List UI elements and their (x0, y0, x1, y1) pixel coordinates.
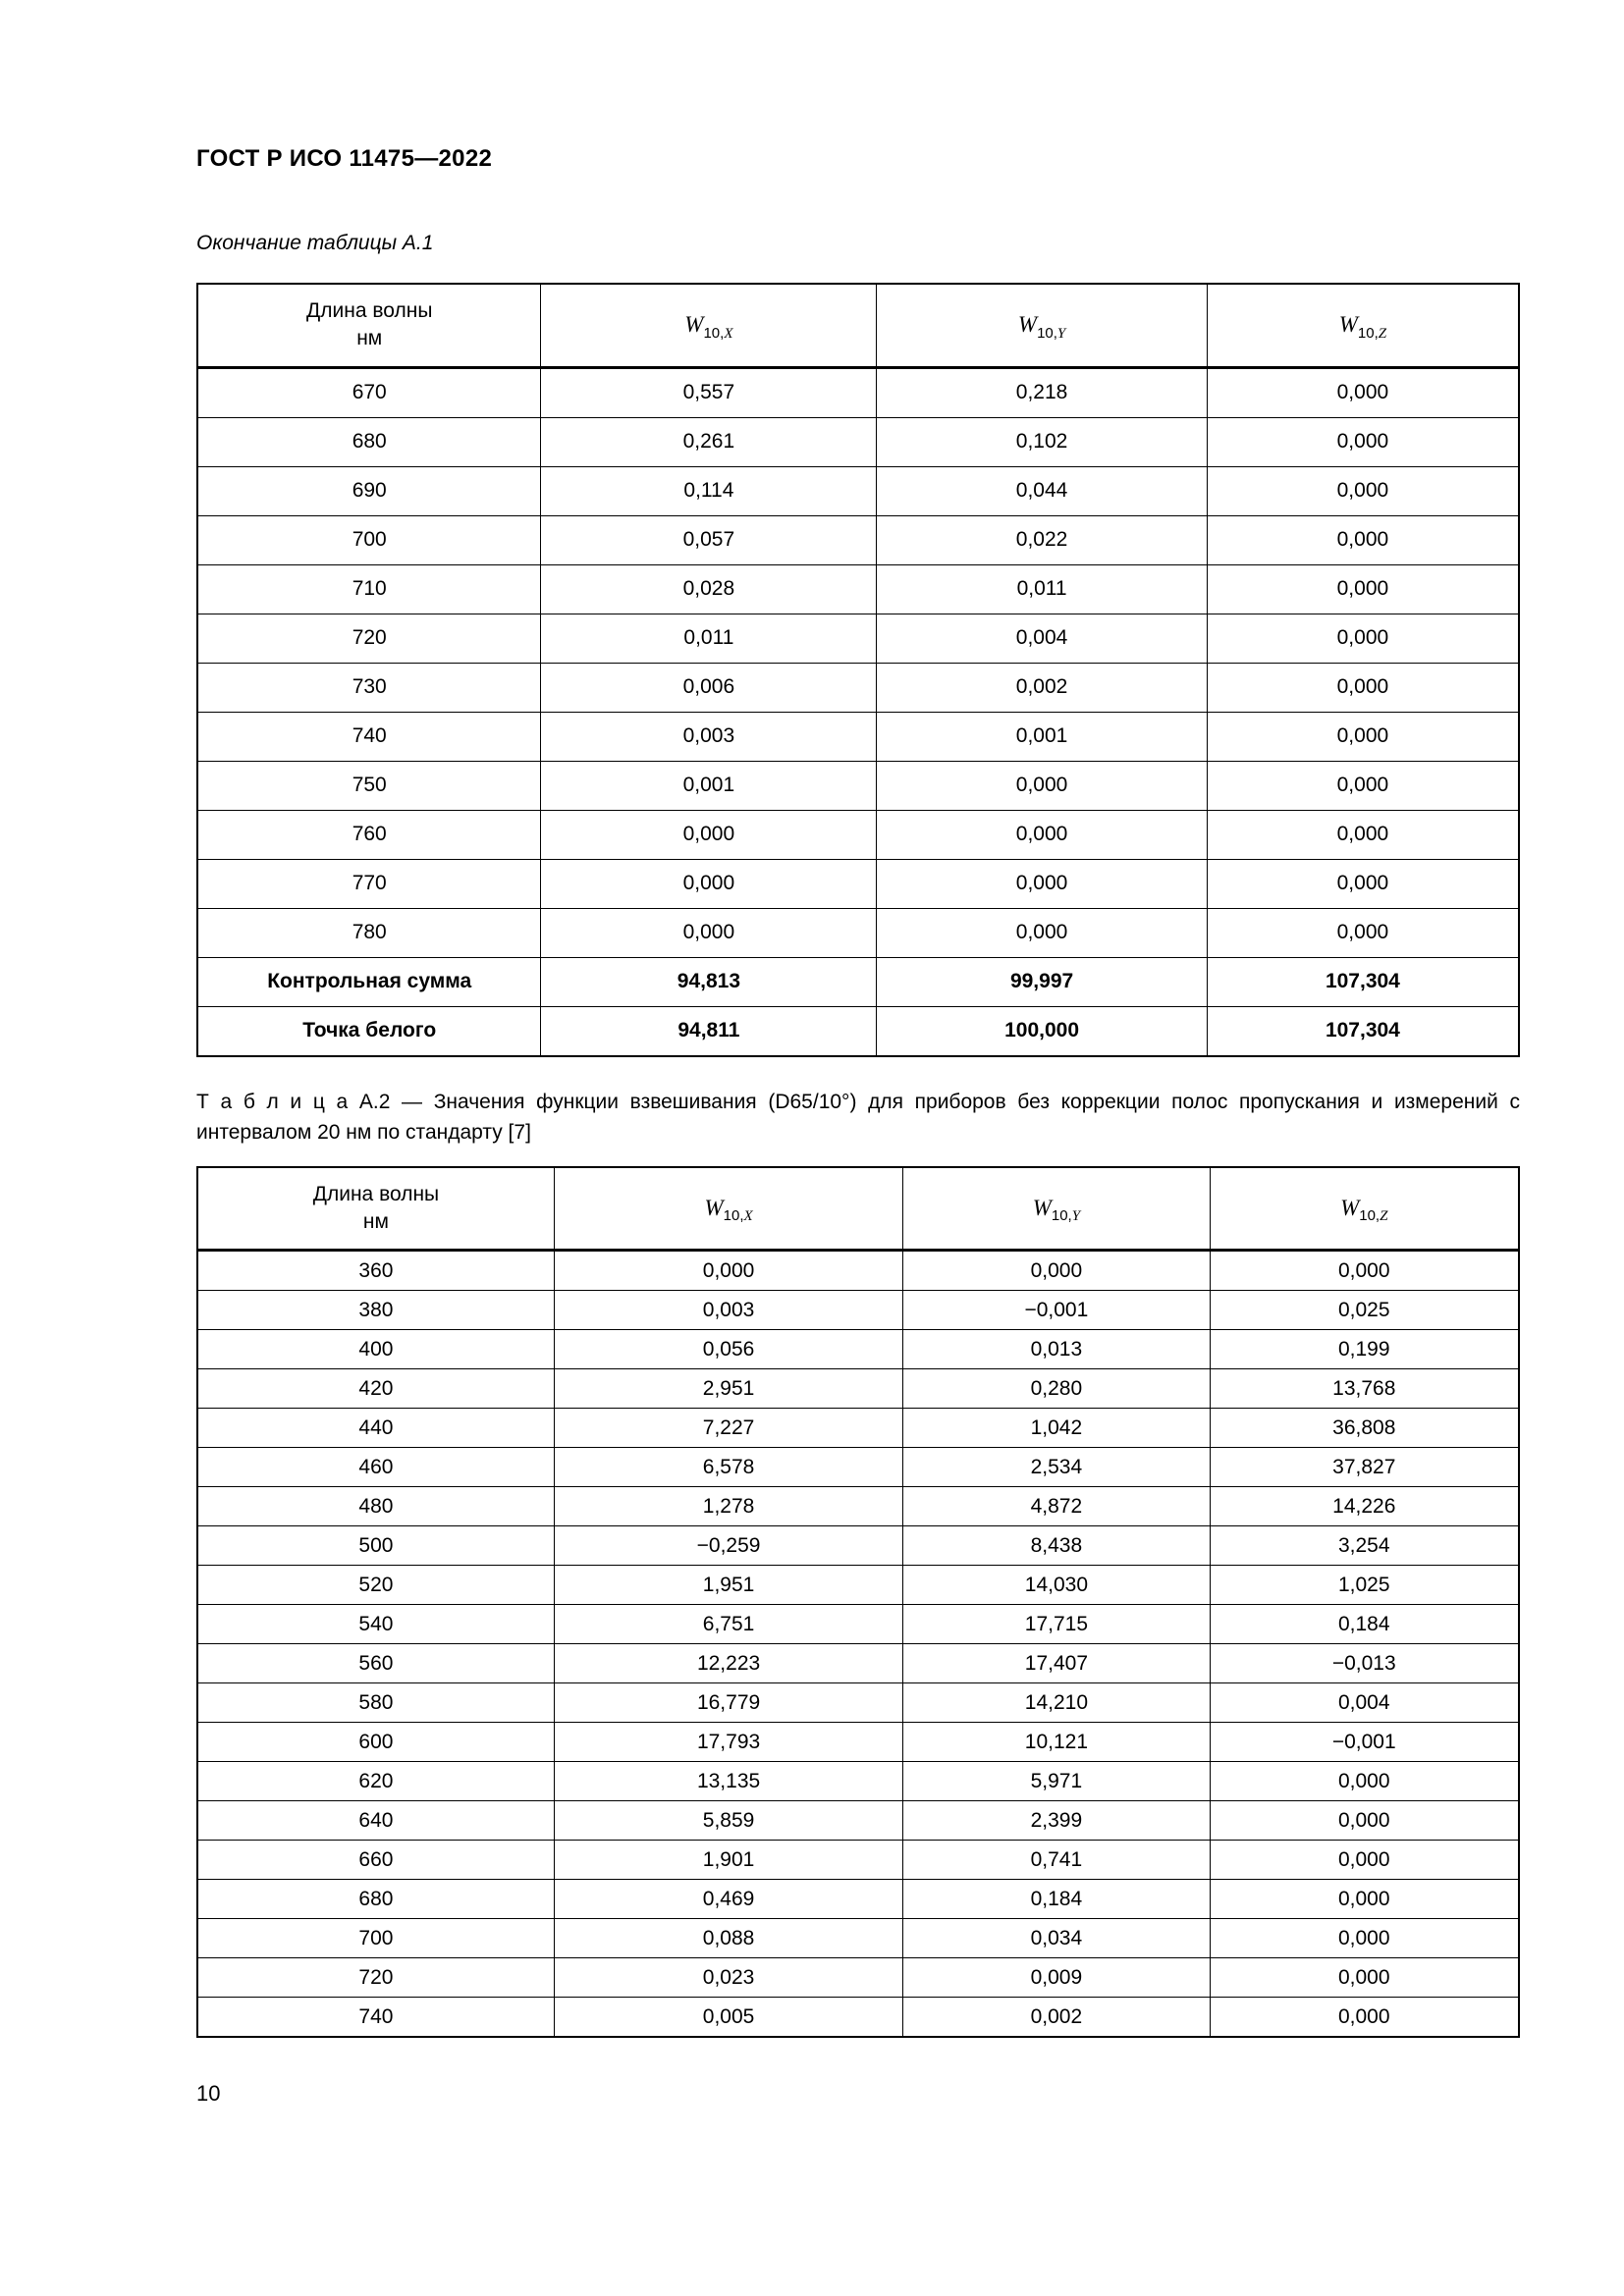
table-row (197, 1566, 1519, 1605)
wavelength-cell: 750 (197, 761, 541, 810)
table-row (197, 1291, 1519, 1330)
value-cell: 0,000 (1207, 564, 1519, 614)
summary-value-cell: 107,304 (1207, 1006, 1519, 1056)
value-cell: 0,000 (877, 859, 1208, 908)
value-cell: 0,000 (554, 1251, 902, 1291)
value-cell: 0,102 (877, 417, 1208, 466)
table-row (197, 859, 1519, 908)
value-cell: 0,009 (903, 1958, 1210, 1998)
weight-symbol: W (1340, 1196, 1360, 1221)
table-row (197, 614, 1519, 663)
wavelength-cell: 360 (197, 1251, 554, 1291)
table-row (197, 1958, 1519, 1998)
table-row (197, 761, 1519, 810)
column-header-w-x (554, 1167, 902, 1251)
value-cell: 0,469 (554, 1880, 902, 1919)
value-cell: 1,901 (554, 1841, 902, 1880)
column-header-w-y (877, 284, 1208, 367)
summary-row (197, 957, 1519, 1006)
wavelength-cell: 520 (197, 1566, 554, 1605)
table-row (197, 1605, 1519, 1644)
value-cell: 0,000 (541, 810, 877, 859)
value-cell: 0,003 (554, 1291, 902, 1330)
table-row (197, 1330, 1519, 1369)
value-cell: 0,002 (877, 663, 1208, 712)
wavelength-header-line2: нм (356, 327, 383, 350)
value-cell: 0,000 (1207, 712, 1519, 761)
value-cell: 0,000 (1210, 1958, 1519, 1998)
table-row (197, 712, 1519, 761)
table-row (197, 515, 1519, 564)
summary-value-cell: 94,811 (541, 1006, 877, 1056)
value-cell: 2,399 (903, 1801, 1210, 1841)
value-cell: 0,088 (554, 1919, 902, 1958)
weight-symbol: W (704, 1196, 724, 1221)
wavelength-header-line1: Длина волны (312, 1182, 440, 1205)
value-cell: 6,578 (554, 1448, 902, 1487)
summary-value-cell: 107,304 (1207, 957, 1519, 1006)
value-cell: 7,227 (554, 1409, 902, 1448)
value-cell: 1,042 (903, 1409, 1210, 1448)
value-cell: 5,859 (554, 1801, 902, 1841)
table-row (197, 1762, 1519, 1801)
value-cell: 5,971 (903, 1762, 1210, 1801)
wavelength-cell: 380 (197, 1291, 554, 1330)
page-number: 10 (196, 2081, 221, 2107)
wavelength-cell: 400 (197, 1330, 554, 1369)
value-cell: −0,013 (1210, 1644, 1519, 1683)
wavelength-cell: 690 (197, 466, 541, 515)
wavelength-cell: 770 (197, 859, 541, 908)
value-cell: 14,210 (903, 1683, 1210, 1723)
table-row (197, 1841, 1519, 1880)
value-cell: 0,741 (903, 1841, 1210, 1880)
value-cell: 6,751 (554, 1605, 902, 1644)
value-cell: 0,028 (541, 564, 877, 614)
wavelength-cell: 500 (197, 1526, 554, 1566)
weight-subscript: 10,Z (1357, 324, 1387, 342)
value-cell: 0,000 (1210, 1251, 1519, 1291)
table-row (197, 1723, 1519, 1762)
table-row (197, 1526, 1519, 1566)
value-cell: −0,001 (903, 1291, 1210, 1330)
value-cell: 0,000 (1207, 908, 1519, 957)
value-cell: 0,013 (903, 1330, 1210, 1369)
table-body (197, 1251, 1519, 2038)
column-header-w-y (903, 1167, 1210, 1251)
value-cell: 0,557 (541, 367, 877, 417)
value-cell: 0,006 (541, 663, 877, 712)
value-cell: 0,025 (1210, 1291, 1519, 1330)
table-row (197, 417, 1519, 466)
wavelength-cell: 680 (197, 1880, 554, 1919)
table-row (197, 466, 1519, 515)
wavelength-cell: 700 (197, 1919, 554, 1958)
value-cell: 0,000 (1207, 663, 1519, 712)
value-cell: 0,000 (903, 1251, 1210, 1291)
value-cell: 0,000 (541, 908, 877, 957)
value-cell: 8,438 (903, 1526, 1210, 1566)
value-cell: 37,827 (1210, 1448, 1519, 1487)
value-cell: 0,000 (1210, 1801, 1519, 1841)
table-row (197, 1880, 1519, 1919)
wavelength-cell: 640 (197, 1801, 554, 1841)
table-row (197, 1998, 1519, 2038)
wavelength-cell: 710 (197, 564, 541, 614)
column-header-wavelength (197, 284, 541, 367)
value-cell: 0,057 (541, 515, 877, 564)
value-cell: 0,184 (903, 1880, 1210, 1919)
summary-value-cell: 100,000 (877, 1006, 1208, 1056)
table-body (197, 367, 1519, 1056)
value-cell: 0,000 (1207, 466, 1519, 515)
value-cell: 14,226 (1210, 1487, 1519, 1526)
value-cell: 0,114 (541, 466, 877, 515)
table-head (197, 1167, 1519, 1251)
value-cell: 4,872 (903, 1487, 1210, 1526)
value-cell: 0,003 (541, 712, 877, 761)
document-title: ГОСТ Р ИСО 11475—2022 (196, 145, 493, 172)
value-cell: 17,793 (554, 1723, 902, 1762)
summary-label-cell: Контрольная сумма (197, 957, 541, 1006)
wavelength-cell: 700 (197, 515, 541, 564)
wavelength-cell: 440 (197, 1409, 554, 1448)
value-cell: 16,779 (554, 1683, 902, 1723)
table-row (197, 1644, 1519, 1683)
value-cell: 0,004 (877, 614, 1208, 663)
value-cell: 2,951 (554, 1369, 902, 1409)
table-a1-continuation-caption: Окончание таблицы А.1 (196, 232, 434, 254)
wavelength-cell: 740 (197, 712, 541, 761)
wavelength-cell: 760 (197, 810, 541, 859)
weight-symbol: W (1032, 1196, 1052, 1221)
value-cell: 0,005 (554, 1998, 902, 2038)
column-header-w-z (1210, 1167, 1519, 1251)
value-cell: 13,135 (554, 1762, 902, 1801)
table-row (197, 1919, 1519, 1958)
weight-subscript: 10,Y (1037, 324, 1066, 342)
weight-subscript: 10,Z (1359, 1207, 1388, 1225)
wavelength-cell: 730 (197, 663, 541, 712)
column-header-w-z (1207, 284, 1519, 367)
wavelength-header-line1: Длина волны (306, 299, 433, 322)
wavelength-cell: 420 (197, 1369, 554, 1409)
value-cell: 0,022 (877, 515, 1208, 564)
value-cell: 1,025 (1210, 1566, 1519, 1605)
table-row (197, 564, 1519, 614)
value-cell: 0,034 (903, 1919, 1210, 1958)
value-cell: 0,218 (877, 367, 1208, 417)
wavelength-cell: 780 (197, 908, 541, 957)
value-cell: 0,000 (1207, 614, 1519, 663)
value-cell: 0,000 (1207, 761, 1519, 810)
value-cell: 14,030 (903, 1566, 1210, 1605)
value-cell: 0,000 (877, 761, 1208, 810)
wavelength-cell: 580 (197, 1683, 554, 1723)
value-cell: 0,000 (1210, 1919, 1519, 1958)
value-cell: 36,808 (1210, 1409, 1519, 1448)
value-cell: 0,001 (877, 712, 1208, 761)
value-cell: 1,278 (554, 1487, 902, 1526)
table-row (197, 1369, 1519, 1409)
table-row (197, 1801, 1519, 1841)
value-cell: 0,000 (1207, 810, 1519, 859)
weight-symbol: W (1338, 312, 1358, 338)
table-a2 (196, 1166, 1520, 2039)
value-cell: 0,280 (903, 1369, 1210, 1409)
value-cell: 2,534 (903, 1448, 1210, 1487)
table-a2-caption: Т а б л и ц а А.2 — Значения функции взвешивания (D65/10°) для приборов без коррекции полос пропускания и измерений с интервалом 20 нм по стандарту [7] (196, 1090, 1520, 1145)
wavelength-cell: 540 (197, 1605, 554, 1644)
wavelength-cell: 560 (197, 1644, 554, 1683)
value-cell: 0,184 (1210, 1605, 1519, 1644)
wavelength-cell: 660 (197, 1841, 554, 1880)
column-header-w-x (541, 284, 877, 367)
value-cell: −0,001 (1210, 1723, 1519, 1762)
value-cell: 13,768 (1210, 1369, 1519, 1409)
weight-subscript: 10,X (703, 324, 733, 342)
table-row (197, 663, 1519, 712)
value-cell: 3,254 (1210, 1526, 1519, 1566)
column-header-wavelength (197, 1167, 554, 1251)
summary-label-cell: Точка белого (197, 1006, 541, 1056)
value-cell: 0,000 (1207, 367, 1519, 417)
value-cell: 0,000 (1207, 859, 1519, 908)
header-row (197, 1167, 1519, 1251)
wavelength-cell: 720 (197, 614, 541, 663)
value-cell: 1,951 (554, 1566, 902, 1605)
wavelength-cell: 620 (197, 1762, 554, 1801)
weight-subscript: 10,X (723, 1207, 753, 1225)
value-cell: 0,004 (1210, 1683, 1519, 1723)
wavelength-cell: 670 (197, 367, 541, 417)
weight-symbol: W (684, 312, 704, 338)
value-cell: 0,000 (1207, 515, 1519, 564)
summary-value-cell: 99,997 (877, 957, 1208, 1006)
wavelength-cell: 720 (197, 1958, 554, 1998)
value-cell: 0,000 (877, 908, 1208, 957)
value-cell: 12,223 (554, 1644, 902, 1683)
table-head (197, 284, 1519, 367)
value-cell: 0,199 (1210, 1330, 1519, 1369)
table-row (197, 1251, 1519, 1291)
value-cell: 0,000 (1207, 417, 1519, 466)
header-row (197, 284, 1519, 367)
table-row (197, 810, 1519, 859)
value-cell: 0,000 (1210, 1998, 1519, 2038)
table-row (197, 908, 1519, 957)
table-a1 (196, 283, 1520, 1057)
value-cell: 0,000 (1210, 1841, 1519, 1880)
weight-subscript: 10,Y (1051, 1207, 1081, 1225)
value-cell: 0,000 (1210, 1762, 1519, 1801)
value-cell: 0,011 (877, 564, 1208, 614)
table-row (197, 1683, 1519, 1723)
value-cell: 0,011 (541, 614, 877, 663)
wavelength-cell: 460 (197, 1448, 554, 1487)
value-cell: 17,715 (903, 1605, 1210, 1644)
table-row (197, 367, 1519, 417)
table-row (197, 1487, 1519, 1526)
summary-value-cell: 94,813 (541, 957, 877, 1006)
value-cell: 0,000 (1210, 1880, 1519, 1919)
value-cell: 0,000 (541, 859, 877, 908)
value-cell: 0,000 (877, 810, 1208, 859)
value-cell: −0,259 (554, 1526, 902, 1566)
wavelength-cell: 480 (197, 1487, 554, 1526)
table-row (197, 1409, 1519, 1448)
summary-row (197, 1006, 1519, 1056)
weight-symbol: W (1017, 312, 1038, 338)
value-cell: 0,001 (541, 761, 877, 810)
value-cell: 0,261 (541, 417, 877, 466)
value-cell: 17,407 (903, 1644, 1210, 1683)
value-cell: 0,044 (877, 466, 1208, 515)
value-cell: 0,056 (554, 1330, 902, 1369)
value-cell: 10,121 (903, 1723, 1210, 1762)
wavelength-cell: 680 (197, 417, 541, 466)
wavelength-header-line2: нм (362, 1210, 389, 1234)
wavelength-cell: 600 (197, 1723, 554, 1762)
value-cell: 0,023 (554, 1958, 902, 1998)
value-cell: 0,002 (903, 1998, 1210, 2038)
wavelength-cell: 740 (197, 1998, 554, 2038)
table-row (197, 1448, 1519, 1487)
